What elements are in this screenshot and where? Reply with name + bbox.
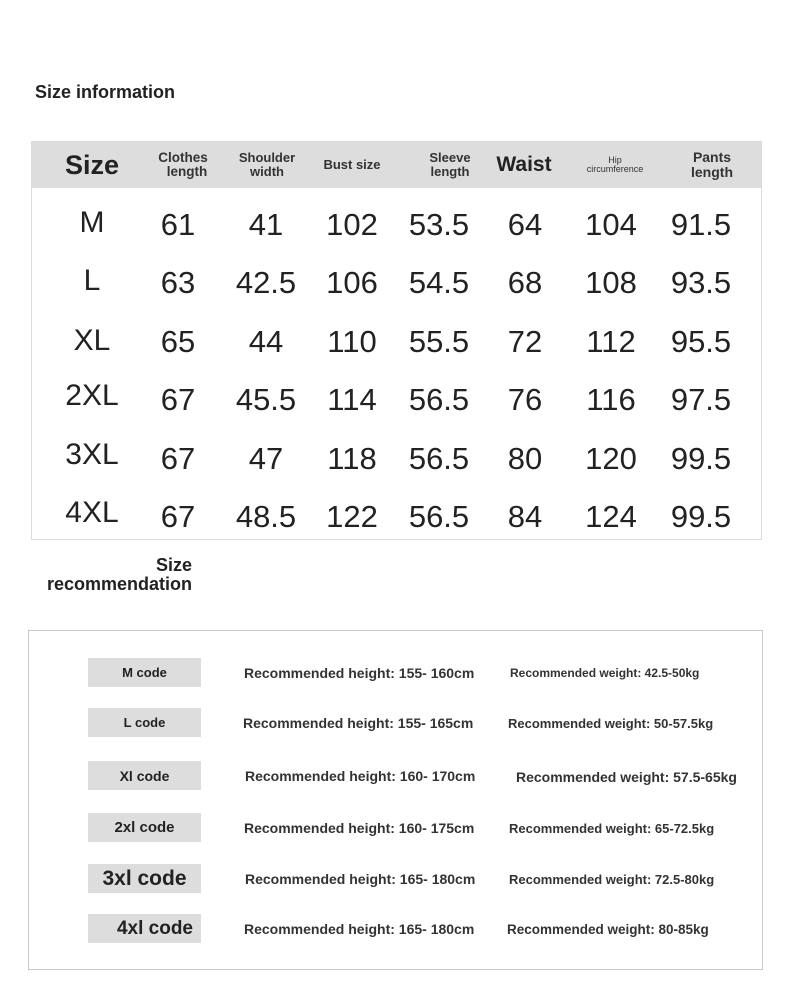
recommendation-row	[29, 864, 762, 904]
table-cell: 56.5	[408, 382, 470, 417]
table-cell: 110	[327, 324, 377, 359]
table-cell: 120	[585, 441, 637, 476]
size-code-badge: M code	[88, 658, 201, 687]
recommended-weight: Recommended weight: 50-57.5kg	[508, 716, 714, 731]
table-cell: 56.5	[408, 441, 470, 476]
size-label-cell: 4XL	[65, 496, 119, 529]
table-cell: 91.5	[670, 207, 732, 242]
table-cell: 122	[326, 499, 378, 534]
table-cell: 42.5	[235, 265, 297, 300]
header-shoulder-width: Shoulder width	[238, 150, 296, 179]
header-waist: Waist	[496, 153, 552, 176]
table-cell: 116	[586, 382, 636, 417]
table-cell: 108	[585, 265, 637, 300]
size-recommendation-title	[33, 556, 192, 594]
size-code-badge: Xl code	[88, 761, 201, 790]
table-row	[32, 254, 761, 312]
header-size: Size	[64, 149, 120, 180]
table-cell: 47	[248, 441, 284, 476]
size-label-cell: XL	[73, 324, 111, 357]
table-cell: 67	[160, 382, 196, 417]
header-pants-length: Pants length	[691, 149, 733, 180]
header-clothes-length: Clothes length	[158, 150, 208, 179]
table-cell: 54.5	[408, 265, 470, 300]
recommended-weight: Recommended weight: 65-72.5kg	[509, 821, 715, 836]
recommended-height: Recommended height: 160- 175cm	[244, 820, 475, 836]
recommendation-row	[29, 914, 762, 954]
table-row	[32, 313, 761, 371]
table-cell: 80	[507, 441, 543, 476]
table-cell: 76	[507, 382, 543, 417]
table-cell: 99.5	[670, 441, 732, 476]
table-cell: 106	[326, 265, 378, 300]
header-hip-circumference: Hip circumference	[586, 155, 644, 174]
table-cell: 61	[160, 207, 196, 242]
recommended-weight: Recommended weight: 57.5-65kg	[516, 769, 737, 785]
table-cell: 118	[327, 441, 377, 476]
table-cell: 67	[160, 499, 196, 534]
table-cell: 72	[507, 324, 543, 359]
size-recommendation-line2: recommendation	[46, 574, 192, 594]
header-bust-size: Bust size	[323, 157, 381, 172]
recommended-weight: Recommended weight: 72.5-80kg	[509, 872, 715, 887]
recommended-height: Recommended height: 160- 170cm	[245, 768, 476, 784]
table-row	[32, 488, 761, 546]
table-cell: 124	[585, 499, 637, 534]
recommended-height: Recommended height: 155- 165cm	[243, 715, 474, 731]
table-cell: 55.5	[408, 324, 470, 359]
table-cell: 97.5	[670, 382, 732, 417]
table-cell: 95.5	[670, 324, 732, 359]
recommended-height: Recommended height: 165- 180cm	[244, 921, 475, 937]
table-cell: 68	[507, 265, 543, 300]
table-cell: 114	[327, 382, 377, 417]
table-cell: 93.5	[670, 265, 732, 300]
size-label-cell: 3XL	[65, 438, 119, 471]
size-code-badge: 3xl code	[88, 864, 201, 893]
size-code-badge: 4xl code	[88, 914, 201, 943]
recommended-height: Recommended height: 155- 160cm	[244, 665, 475, 681]
recommendation-box	[28, 630, 763, 970]
table-cell: 65	[160, 324, 196, 359]
table-row	[32, 371, 761, 429]
table-cell: 53.5	[408, 207, 470, 242]
size-table	[31, 141, 762, 540]
table-cell: 48.5	[235, 499, 297, 534]
size-label-cell: M	[79, 206, 105, 239]
table-cell: 63	[160, 265, 196, 300]
table-header	[32, 142, 761, 188]
size-label-cell: L	[83, 264, 101, 297]
table-cell: 102	[326, 207, 378, 242]
size-information-title: Size information	[35, 82, 176, 102]
size-code-badge: L code	[88, 708, 201, 737]
table-cell: 99.5	[670, 499, 732, 534]
size-label-cell: 2XL	[65, 379, 119, 412]
recommendation-row	[29, 658, 762, 698]
table-cell: 112	[586, 324, 636, 359]
recommended-weight: Recommended weight: 80-85kg	[507, 922, 709, 937]
header-sleeve-length: Sleeve length	[429, 150, 471, 179]
table-cell: 67	[160, 441, 196, 476]
recommendation-row	[29, 813, 762, 853]
size-code-badge: 2xl code	[88, 813, 201, 842]
table-cell: 64	[507, 207, 543, 242]
size-recommendation-line1: Size	[155, 555, 192, 575]
table-row	[32, 430, 761, 488]
recommended-height: Recommended height: 165- 180cm	[245, 871, 476, 887]
recommended-weight: Recommended weight: 42.5-50kg	[510, 666, 700, 680]
table-cell: 56.5	[408, 499, 470, 534]
table-cell: 104	[585, 207, 637, 242]
table-cell: 84	[507, 499, 543, 534]
table-cell: 45.5	[235, 382, 297, 417]
table-cell: 44	[248, 324, 284, 359]
recommendation-row	[29, 761, 762, 801]
table-row	[32, 196, 761, 254]
recommendation-row	[29, 708, 762, 748]
table-cell: 41	[248, 207, 284, 242]
